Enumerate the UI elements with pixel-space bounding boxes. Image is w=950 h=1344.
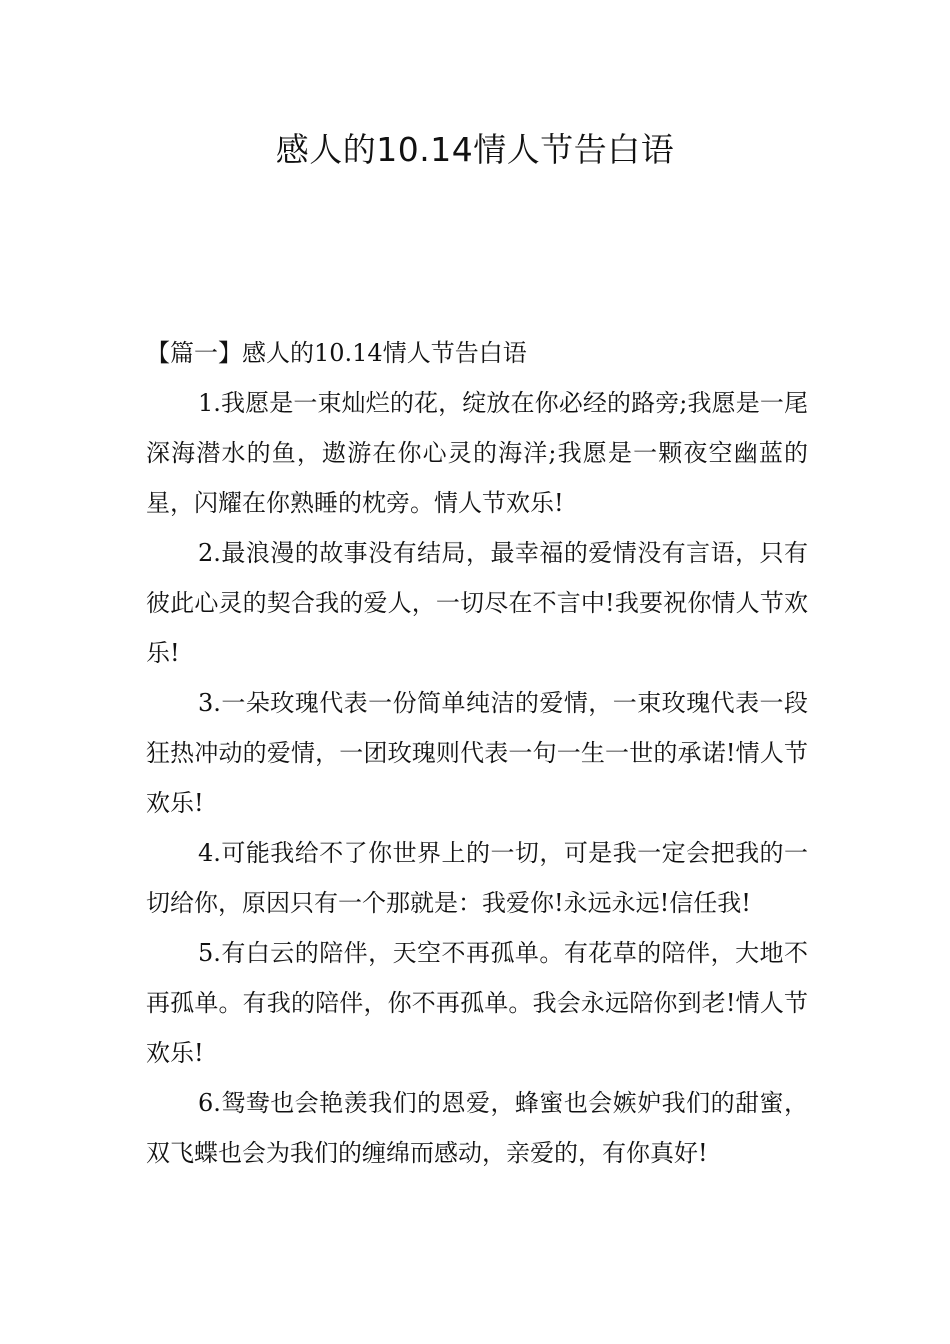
paragraph-item-4: 4.可能我给不了你世界上的一切，可是我一定会把我的一切给你，原因只有一个那就是：我爱你!永远永远!信任我!	[146, 839, 808, 917]
paragraph-item-2: 2.最浪漫的故事没有结局，最幸福的爱情没有言语，只有彼此心灵的契合我的爱人，一切尽在不言中!我要祝你情人节欢乐!	[146, 539, 808, 667]
section-heading: 【篇一】感人的10.14情人节告白语	[146, 339, 527, 367]
paragraph-item-1: 1.我愿是一束灿烂的花，绽放在你必经的路旁;我愿是一尾深海潜水的鱼，遨游在你心灵的海洋;我愿是一颗夜空幽蓝的星，闪耀在你熟睡的枕旁。情人节欢乐!	[146, 389, 808, 517]
paragraph-item-5: 5.有白云的陪伴，天空不再孤单。有花草的陪伴，大地不再孤单。有我的陪伴，你不再孤单。我会永远陪你到老!情人节欢乐!	[146, 939, 808, 1067]
document-body	[146, 328, 808, 1178]
paragraph-item-6: 6.鸳鸯也会艳羡我们的恩爱，蜂蜜也会嫉妒我们的甜蜜，双飞蝶也会为我们的缠绵而感动，亲爱的，有你真好!	[146, 1089, 808, 1167]
paragraph-item-3: 3.一朵玫瑰代表一份简单纯洁的爱情，一束玫瑰代表一段狂热冲动的爱情，一团玫瑰则代表一句一生一世的承诺!情人节欢乐!	[146, 689, 808, 817]
document-title: 感人的10.14情人节告白语	[275, 130, 675, 169]
